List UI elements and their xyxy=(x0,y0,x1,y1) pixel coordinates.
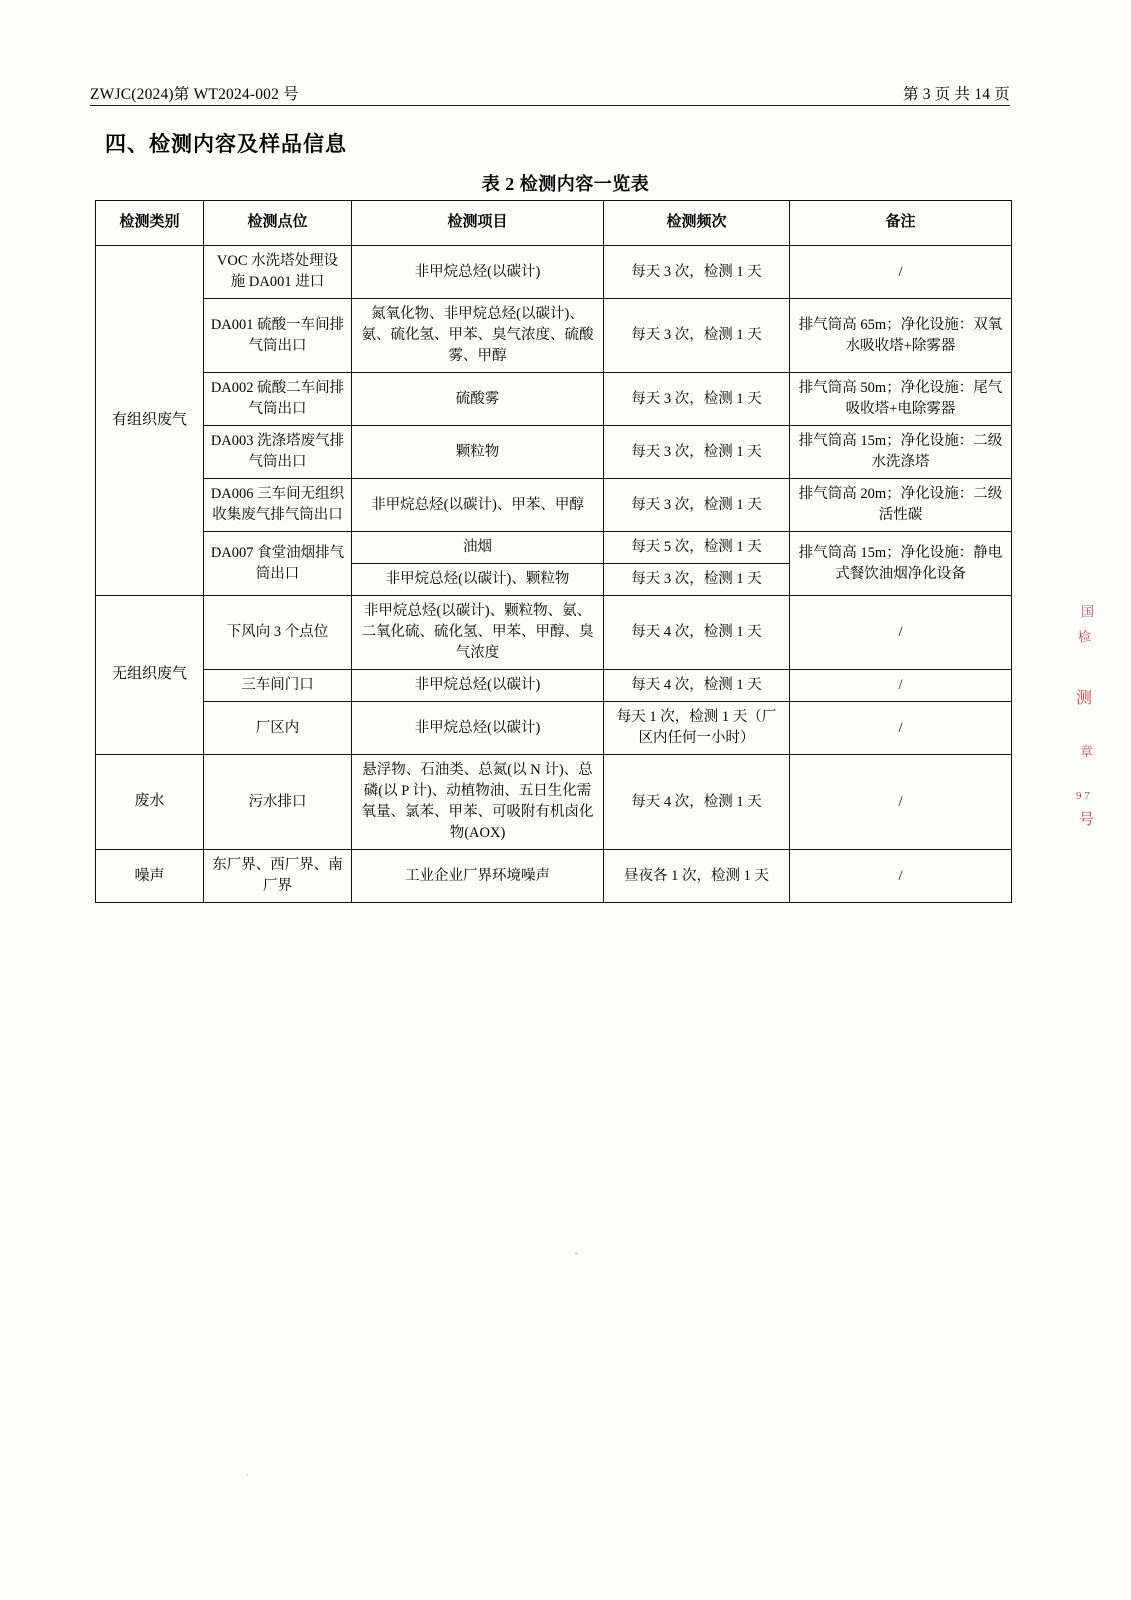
cell-items: 非甲烷总烃(以碳计) xyxy=(352,702,604,755)
cell-items: 非甲烷总烃(以碳计)、甲苯、甲醇 xyxy=(352,479,604,532)
cell-items: 非甲烷总烃(以碳计) xyxy=(352,670,604,702)
table-row xyxy=(96,755,1012,850)
cell-point: 东厂界、西厂界、南厂界 xyxy=(204,850,352,903)
cell-frequency: 昼夜各 1 次，检测 1 天 xyxy=(604,850,790,903)
scan-speck xyxy=(246,1474,248,1476)
table-row xyxy=(96,479,1012,532)
cell-items: 颗粒物 xyxy=(352,426,604,479)
scan-speck xyxy=(575,1252,578,1255)
cell-point: 三车间门口 xyxy=(204,670,352,702)
stamp-mark-fragment: 9 7 xyxy=(1076,790,1090,802)
cell-point: DA002 硫酸二车间排气筒出口 xyxy=(204,373,352,426)
cell-frequency: 每天 3 次，检测 1 天 xyxy=(604,373,790,426)
cell-point: 厂区内 xyxy=(204,702,352,755)
cell-remark: / xyxy=(790,246,1012,299)
cell-frequency: 每天 5 次，检测 1 天 xyxy=(604,532,790,564)
cell-category: 无组织废气 xyxy=(96,596,204,755)
detection-content-table xyxy=(95,200,1012,903)
col-header-remark: 备注 xyxy=(790,201,1012,246)
cell-frequency: 每天 4 次，检测 1 天 xyxy=(604,596,790,670)
cell-point: DA003 洗涤塔废气排气筒出口 xyxy=(204,426,352,479)
table-row xyxy=(96,596,1012,670)
section-heading: 四、检测内容及样品信息 xyxy=(105,132,347,156)
cell-remark: / xyxy=(790,850,1012,903)
stamp-mark-fragment: 国 xyxy=(1081,604,1095,619)
stamp-mark-fragment: 测 xyxy=(1076,690,1093,707)
cell-frequency: 每天 3 次，检测 1 天 xyxy=(604,479,790,532)
table-row xyxy=(96,426,1012,479)
cell-point: DA007 食堂油烟排气筒出口 xyxy=(204,532,352,596)
cell-remark: 排气筒高 65m；净化设施：双氧水吸收塔+除雾器 xyxy=(790,299,1012,373)
table-row xyxy=(96,373,1012,426)
cell-remark: / xyxy=(790,702,1012,755)
stamp-mark-fragment: 章 xyxy=(1080,744,1094,759)
cell-items: 非甲烷总烃(以碳计)、颗粒物、氨、二氧化硫、硫化氢、甲苯、甲醇、臭气浓度 xyxy=(352,596,604,670)
cell-frequency: 每天 3 次，检测 1 天 xyxy=(604,426,790,479)
col-header-point: 检测点位 xyxy=(204,201,352,246)
cell-remark: 排气筒高 15m；净化设施：二级水洗涤塔 xyxy=(790,426,1012,479)
col-header-category: 检测类别 xyxy=(96,201,204,246)
cell-frequency: 每天 3 次，检测 1 天 xyxy=(604,564,790,596)
table-header-row xyxy=(96,201,1012,246)
cell-items: 油烟 xyxy=(352,532,604,564)
cell-remark: / xyxy=(790,596,1012,670)
table-row xyxy=(96,702,1012,755)
page-header xyxy=(90,82,1010,104)
cell-point: 下风向 3 个点位 xyxy=(204,596,352,670)
cell-items: 工业企业厂界环境噪声 xyxy=(352,850,604,903)
header-divider xyxy=(90,105,1010,106)
cell-frequency: 每天 3 次，检测 1 天 xyxy=(604,246,790,299)
table-row xyxy=(96,670,1012,702)
table-caption: 表 2 检测内容一览表 xyxy=(481,174,650,194)
cell-items: 氮氧化物、非甲烷总烃(以碳计)、氨、硫化氢、甲苯、臭气浓度、硫酸雾、甲醇 xyxy=(352,299,604,373)
stamp-mark-fragment: 号 xyxy=(1079,812,1095,828)
cell-frequency: 每天 4 次，检测 1 天 xyxy=(604,670,790,702)
cell-point: DA006 三车间无组织收集废气排气筒出口 xyxy=(204,479,352,532)
col-header-items: 检测项目 xyxy=(352,201,604,246)
cell-items: 非甲烷总烃(以碳计)、颗粒物 xyxy=(352,564,604,596)
col-header-frequency: 检测频次 xyxy=(604,201,790,246)
cell-category: 有组织废气 xyxy=(96,246,204,596)
cell-remark: 排气筒高 15m；净化设施：静电式餐饮油烟净化设备 xyxy=(790,532,1012,596)
cell-point: VOC 水洗塔处理设施 DA001 进口 xyxy=(204,246,352,299)
stamp-mark-fragment: 检 xyxy=(1076,628,1092,645)
cell-point: 污水排口 xyxy=(204,755,352,850)
cell-category: 噪声 xyxy=(96,850,204,903)
cell-frequency: 每天 1 次，检测 1 天（厂区内任何一小时） xyxy=(604,702,790,755)
table-row xyxy=(96,246,1012,299)
table-row xyxy=(96,299,1012,373)
cell-items: 硫酸雾 xyxy=(352,373,604,426)
table-row xyxy=(96,850,1012,903)
report-number: ZWJC(2024)第 WT2024-002 号 xyxy=(90,86,299,103)
cell-remark: / xyxy=(790,670,1012,702)
cell-frequency: 每天 4 次，检测 1 天 xyxy=(604,755,790,850)
cell-remark: 排气筒高 20m；净化设施：二级活性碳 xyxy=(790,479,1012,532)
cell-remark: / xyxy=(790,755,1012,850)
cell-items: 悬浮物、石油类、总氮(以 N 计)、总磷(以 P 计)、动植物油、五日生化需氧量、氯苯、甲苯、可吸附有机卤化物(AOX) xyxy=(352,755,604,850)
cell-frequency: 每天 3 次，检测 1 天 xyxy=(604,299,790,373)
cell-point: DA001 硫酸一车间排气筒出口 xyxy=(204,299,352,373)
cell-category: 废水 xyxy=(96,755,204,850)
table-row xyxy=(96,532,1012,564)
cell-remark: 排气筒高 50m；净化设施：尾气吸收塔+电除雾器 xyxy=(790,373,1012,426)
page-number: 第 3 页 共 14 页 xyxy=(902,86,1010,103)
cell-items: 非甲烷总烃(以碳计) xyxy=(352,246,604,299)
